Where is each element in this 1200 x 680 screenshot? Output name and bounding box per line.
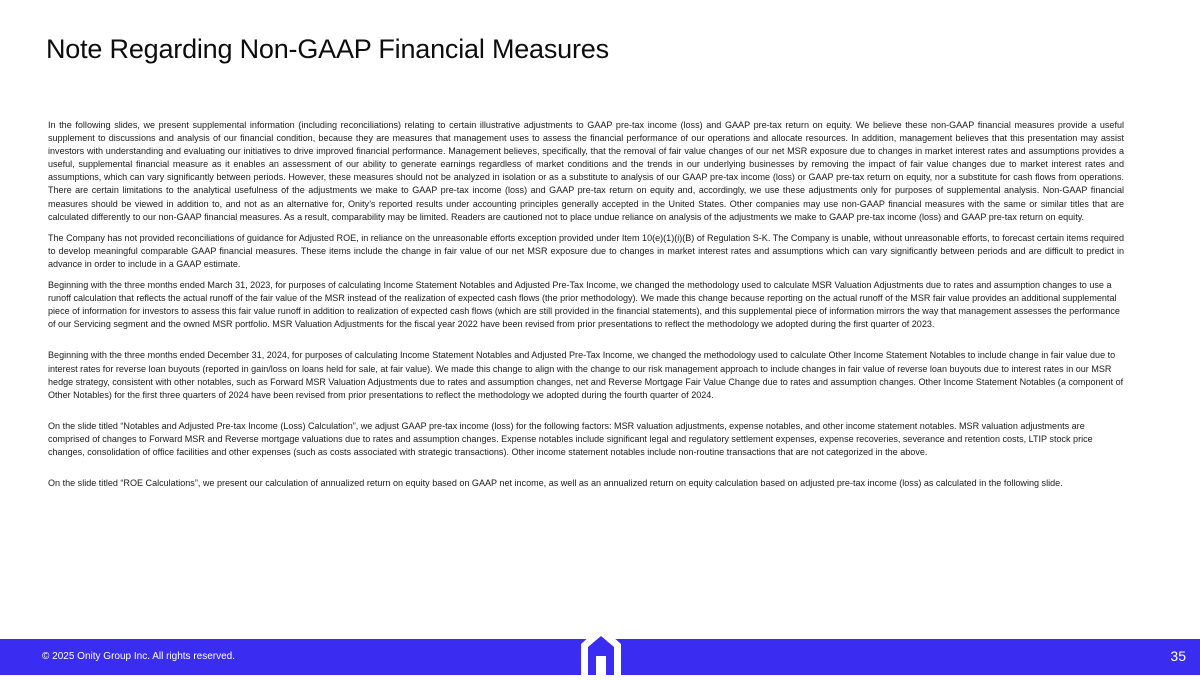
page-number: 35 [1170,648,1186,664]
house-logo-icon [581,606,621,675]
paragraph-adjusted-roe-guidance: The Company has not provided reconciliations of guidance for Adjusted ROE, in reliance on the unreasonable efforts exception provided under Item 10(e)(1)(i)(B) of Regulation S-K. The Company is unable, without unreasonable efforts, to forecast certain items required to develop meaningful comparable GAAP financial measures. These items include the change in fair value of our net MSR exposure due to changes in market interest rates and assumptions which can vary significantly between periods and are difficult to predict in advance in order to include in a GAAP estimate. [48,232,1124,269]
paragraph-notables-calculation: On the slide titled “Notables and Adjusted Pre-tax Income (Loss) Calculation”, we adjust GAAP pre-tax income (loss) for the following factors: MSR valuation adjustments, expense notables, and other income statement notables. MSR valuation adjustments are comprised of changes to Forward MSR and Reverse mortgage valuations due to rates and assumption changes. Expense notables include significant legal and regulatory settlement expenses, expense recoveries, severance and retention costs, LTIP stock price changes, consolidation of office facilities and other expenses (such as costs associated with strategic transactions). Other income statement notables include non-routine transactions that are not categorized in the above. [48,420,1093,457]
paragraph-non-gaap-overview: In the following slides, we present supplemental information (including reconciliations) relating to certain illustrative adjustments to GAAP pre-tax income (loss) and GAAP pre-tax return on equity. We believe these non-GAAP financial measures provide a useful supplement to discussions and analysis of our financial condition, because they are measures that management uses to assess the financial performance of our operations and allocate resources. In addition, management believes that this presentation may assist investors with understanding and evaluating our initiatives to drive improved financial performance. Management believes, specifically, that the removal of fair value changes of our net MSR exposure due to changes in market interest rates and assumptions provides a useful, supplemental financial measure as it enables an assessment of our ability to generate earnings regardless of market conditions and the trends in our underlying businesses by removing the impact of fair value changes due to market interest rates and assumptions, which can vary significantly between periods. However, these measures should not be analyzed in isolation or as a substitute to analysis of our GAAP pre-tax income (loss) or GAAP pre-tax return on equity, nor a substitute for cash flows from operations. There are certain limitations to the analytical usefulness of the adjustments we make to GAAP pre-tax income (loss) and GAAP pre-tax return on equity and, accordingly, we use these adjustments only for purposes of supplemental analysis. Non-GAAP financial measures should be viewed in addition to, and not as an alternative for, Onity’s reported results under accounting principles generally accepted in the United States. Other companies may use non-GAAP financial measures with the same or similar titles that are calculated differently to our non-GAAP financial measures. As a result, comparability may be limited. Readers are cautioned not to place undue reliance on analysis of the adjustments we make to GAAP pre-tax income (loss) and GAAP pre-tax return on equity. [48,120,1124,222]
slide-title: Note Regarding Non-GAAP Financial Measures [46,34,609,64]
copyright-notice: © 2025 Onity Group Inc. All rights reserved. [42,651,236,662]
paragraph-roe-calculations: On the slide titled “ROE Calculations”, we present our calculation of annualized return on equity based on GAAP net income, as well as an annualized return on equity calculation based on adjusted pre-tax income (loss) as calculated in the following slide. [48,478,1063,489]
body-text [48,119,1124,490]
paragraph-msr-methodology-2023: Beginning with the three months ended March 31, 2023, for purposes of calculating Income Statement Notables and Adjusted Pre-Tax Income, we changed the methodology used to calculate MSR Valuation Adjustments due to rates and assumption changes to use a runoff calculation that reflects the actual runoff of the fair value of the MSR instead of the realization of expected cash flows (the prior methodology). We made this change because reporting on the actual runoff of the MSR fair value provides an additional supplemental piece of information for investors to assess this fair value runoff in addition to realization of expected cash flows (which are still provided in the financial statements), and this supplemental piece of information mirrors the way that management assesses the performance of our Servicing segment and the owned MSR portfolio. MSR Valuation Adjustments for the fiscal year 2022 have been revised from prior presentations to reflect the methodology we adopted during the first quarter of 2023. [48,280,1120,330]
paragraph-other-notables-methodology-2024: Beginning with the three months ended December 31, 2024, for purposes of calculating Income Statement Notables and Adjusted Pre-Tax Income, we changed the methodology used to calculate Other Income Statement Notables to include change in fair value due to interest rates for reverse loan buyouts (reported in gain/loss on loans held for sale, at fair value). We made this change to align with the change to our risk management approach to include changes in fair value of reverse loan buyouts due to interest rates in our MSR hedge strategy, consistent with other notables, such as Forward MSR Valuation Adjustments due to rates and assumption changes, net and Reverse Mortgage Fair Value Change due to rates and assumption changes. Other Income Statement Notables (a component of Other Notables) for the first three quarters of 2024 have been revised from prior presentations to reflect the methodology we adopted during the fourth quarter of 2024. [48,350,1124,400]
